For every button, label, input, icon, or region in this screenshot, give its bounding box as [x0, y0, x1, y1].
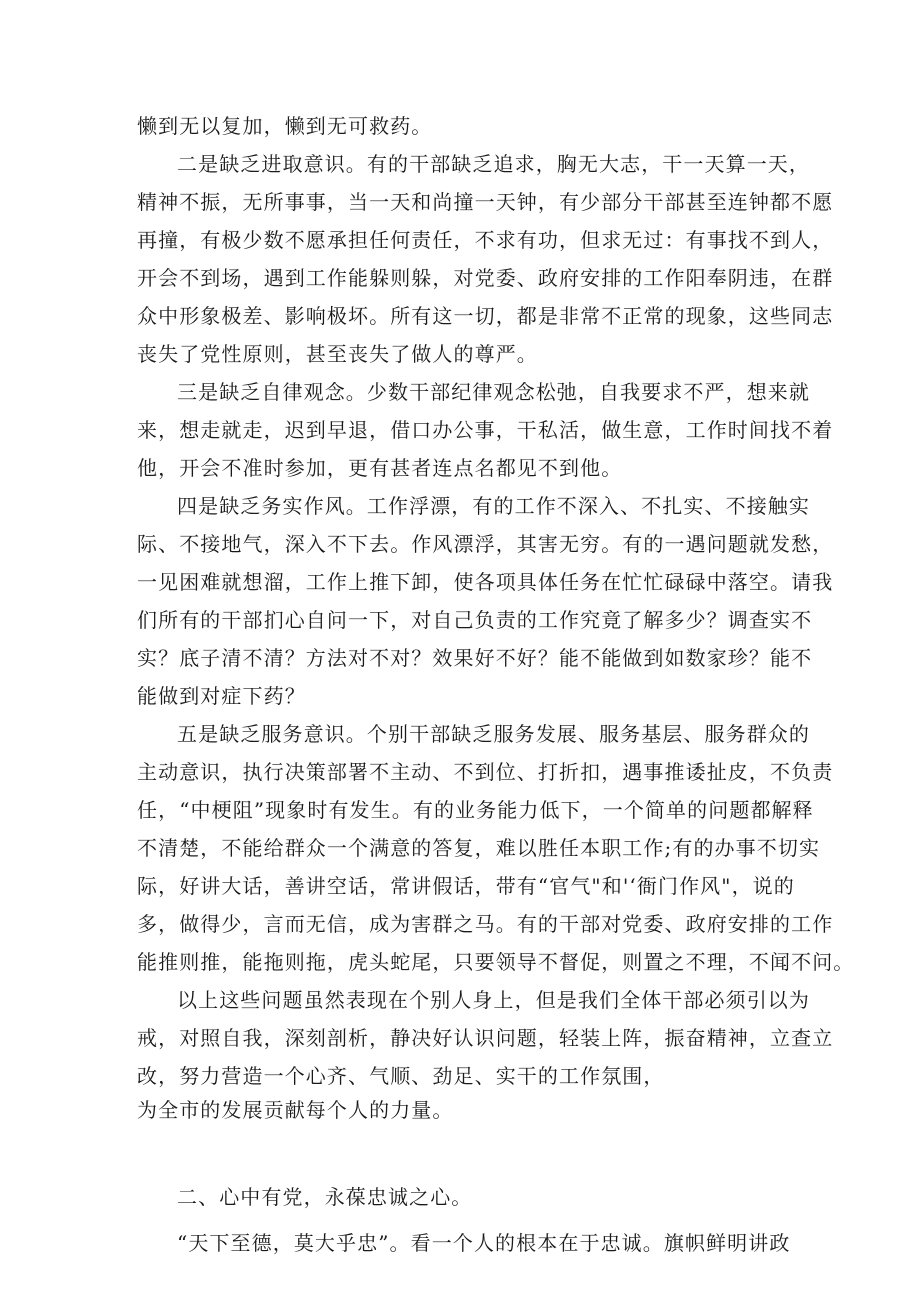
- text-line: 为全市的发展贡献每个人的力量。: [137, 1098, 454, 1122]
- paragraph-start-line: 三是缺乏自律观念。少数干部纪律观念松弛，自我要求不严，想来就: [177, 380, 810, 404]
- paragraph-start-line: 以上这些问题虽然表现在个别人身上，但是我们全体干部必须引以为: [177, 988, 810, 1012]
- text-line: 不清楚，不能给群众一个满意的答复，难以胜任本职工作;有的办事不切实: [137, 836, 821, 860]
- text-line: 来，想走就走，迟到早退，借口办公事，干私活，做生意，工作时间找不着: [137, 418, 834, 442]
- text-line: 开会不到场，遇到工作能躲则躲，对党委、政府安排的工作阳奉阴违，在群: [137, 266, 834, 290]
- text-line: 一见困难就想溜，工作上推下卸，使各项具体任务在忙忙碌碌中落空。请我: [137, 570, 834, 594]
- paragraph-start-line: 五是缺乏服务意识。个别干部缺乏服务发展、服务基层、服务群众的: [177, 722, 810, 746]
- paragraph-start-line: “天下至德，莫大乎忠”。看一个人的根本在于忠诚。旗帜鲜明讲政: [177, 1231, 791, 1255]
- text-line: 能推则推，能拖则拖，虎头蛇尾，只要领导不督促，则置之不理，不闻不问。: [137, 950, 855, 974]
- text-line: 众中形象极差、影响极坏。所有这一切，都是非常不正常的现象，这些同志: [137, 304, 834, 328]
- text-line: 改，努力营造一个心齐、气顺、劲足、实干的工作氛围，: [137, 1064, 665, 1088]
- text-line: 主动意识，执行决策部署不主动、不到位、打折扣，遇事推诿扯皮，不负责: [137, 760, 834, 784]
- text-line: 精神不振，无所事事，当一天和尚撞一天钟，有少部分干部甚至连钟都不愿: [137, 190, 834, 214]
- section-heading: 二、心中有党，永葆忠诚之心。: [177, 1185, 473, 1209]
- text-line: 实？底子清不清？方法对不对？效果好不好？能不能做到如数家珍？能不: [137, 646, 813, 670]
- text-line: 戒，对照自我，深刻剖析，静决好认识问题，轻装上阵，振奋精神，立查立: [137, 1026, 834, 1050]
- text-line: 他，开会不准时参加，更有甚者连点名都见不到他。: [137, 456, 623, 480]
- text-line: 任，“中梗阻”现象时有发生。有的业务能力低下，一个简单的问题都解释: [137, 798, 814, 822]
- text-line: 际、不接地气，深入不下去。作风漂浮，其害无穷。有的一遇问题就发愁，: [137, 532, 834, 556]
- text-line: 能做到对症下药？: [137, 684, 306, 708]
- text-line: 丧失了党性原则，甚至丧失了做人的尊严。: [137, 342, 538, 366]
- text-line: 懒到无以复加，懒到无可救药。: [137, 114, 433, 138]
- text-line: 际，好讲大话，善讲空话，常讲假话，带有“官气"和'‘衙门作风"，说的: [137, 874, 795, 898]
- text-line: 再撞，有极少数不愿承担任何责任，不求有功，但求无过：有事找不到人，: [137, 228, 834, 252]
- text-line: 多，做得少，言而无信，成为害群之马。有的干部对党委、政府安排的工作: [137, 912, 834, 936]
- paragraph-start-line: 四是缺乏务实作风。工作浮漂，有的工作不深入、不扎实、不接触实: [177, 494, 810, 518]
- paragraph-start-line: 二是缺乏进取意识。有的干部缺乏追求，胸无大志，干一天算一天，: [177, 152, 810, 176]
- text-line: 们所有的干部扪心自问一下，对自己负责的工作究竟了解多少？调查实不: [137, 608, 813, 632]
